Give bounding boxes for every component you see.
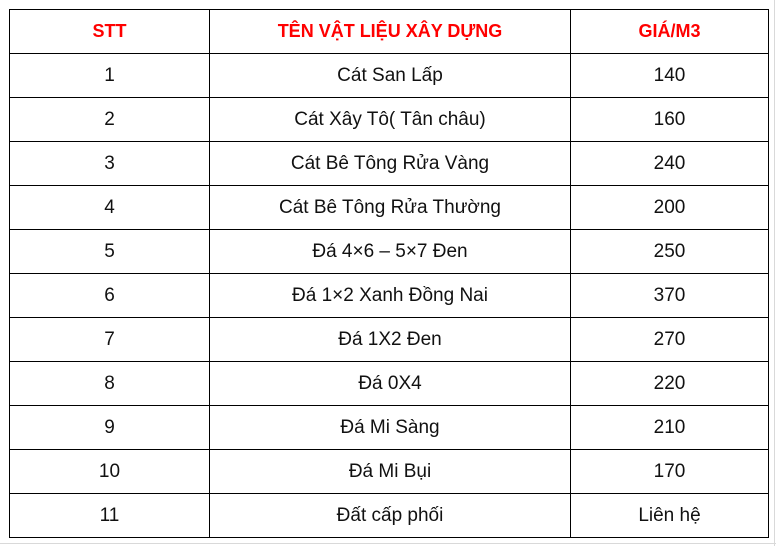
table-row [10, 362, 769, 406]
cell-price[interactable]: 370 [571, 274, 769, 318]
cell-stt[interactable]: 4 [10, 186, 210, 230]
cell-stt[interactable]: 8 [10, 362, 210, 406]
cell-price[interactable]: Liên hệ [571, 494, 769, 538]
cell-material-name[interactable]: Đá 1×2 Xanh Đồng Nai [210, 274, 571, 318]
table-row [10, 98, 769, 142]
cell-material-name[interactable]: Đá 0X4 [210, 362, 571, 406]
table-row [10, 142, 769, 186]
table-row [10, 318, 769, 362]
cell-price[interactable]: 220 [571, 362, 769, 406]
cell-material-name[interactable]: Đá Mi Bụi [210, 450, 571, 494]
cell-stt[interactable]: 2 [10, 98, 210, 142]
cell-stt[interactable]: 1 [10, 54, 210, 98]
cell-material-name[interactable]: Cát San Lấp [210, 54, 571, 98]
table-row [10, 274, 769, 318]
table-body [10, 54, 769, 538]
cell-material-name[interactable]: Cát Xây Tô( Tân châu) [210, 98, 571, 142]
cell-price[interactable]: 240 [571, 142, 769, 186]
cell-stt[interactable]: 10 [10, 450, 210, 494]
cell-material-name[interactable]: Đất cấp phối [210, 494, 571, 538]
cell-price[interactable]: 210 [571, 406, 769, 450]
header-cell-stt[interactable]: STT [10, 10, 210, 54]
cell-stt[interactable]: 11 [10, 494, 210, 538]
cell-price[interactable]: 270 [571, 318, 769, 362]
cell-price[interactable]: 140 [571, 54, 769, 98]
cell-material-name[interactable]: Cát Bê Tông Rửa Vàng [210, 142, 571, 186]
cell-price[interactable]: 250 [571, 230, 769, 274]
header-cell-price[interactable]: GIÁ/M3 [571, 10, 769, 54]
sheet-gridline [774, 0, 775, 546]
cell-stt[interactable]: 6 [10, 274, 210, 318]
cell-price[interactable]: 170 [571, 450, 769, 494]
table-row [10, 186, 769, 230]
cell-stt[interactable]: 7 [10, 318, 210, 362]
price-table [9, 9, 769, 538]
cell-stt[interactable]: 5 [10, 230, 210, 274]
sheet-gridline [0, 543, 776, 544]
cell-price[interactable]: 200 [571, 186, 769, 230]
cell-material-name[interactable]: Cát Bê Tông Rửa Thường [210, 186, 571, 230]
cell-material-name[interactable]: Đá 4×6 – 5×7 Đen [210, 230, 571, 274]
table-row [10, 406, 769, 450]
table-row [10, 450, 769, 494]
table-row [10, 230, 769, 274]
cell-material-name[interactable]: Đá 1X2 Đen [210, 318, 571, 362]
table-header-row [10, 10, 769, 54]
table-row [10, 494, 769, 538]
cell-stt[interactable]: 3 [10, 142, 210, 186]
table-row [10, 54, 769, 98]
cell-material-name[interactable]: Đá Mi Sàng [210, 406, 571, 450]
cell-stt[interactable]: 9 [10, 406, 210, 450]
header-cell-material-name[interactable]: TÊN VẬT LIỆU XÂY DỰNG [210, 10, 571, 54]
cell-price[interactable]: 160 [571, 98, 769, 142]
